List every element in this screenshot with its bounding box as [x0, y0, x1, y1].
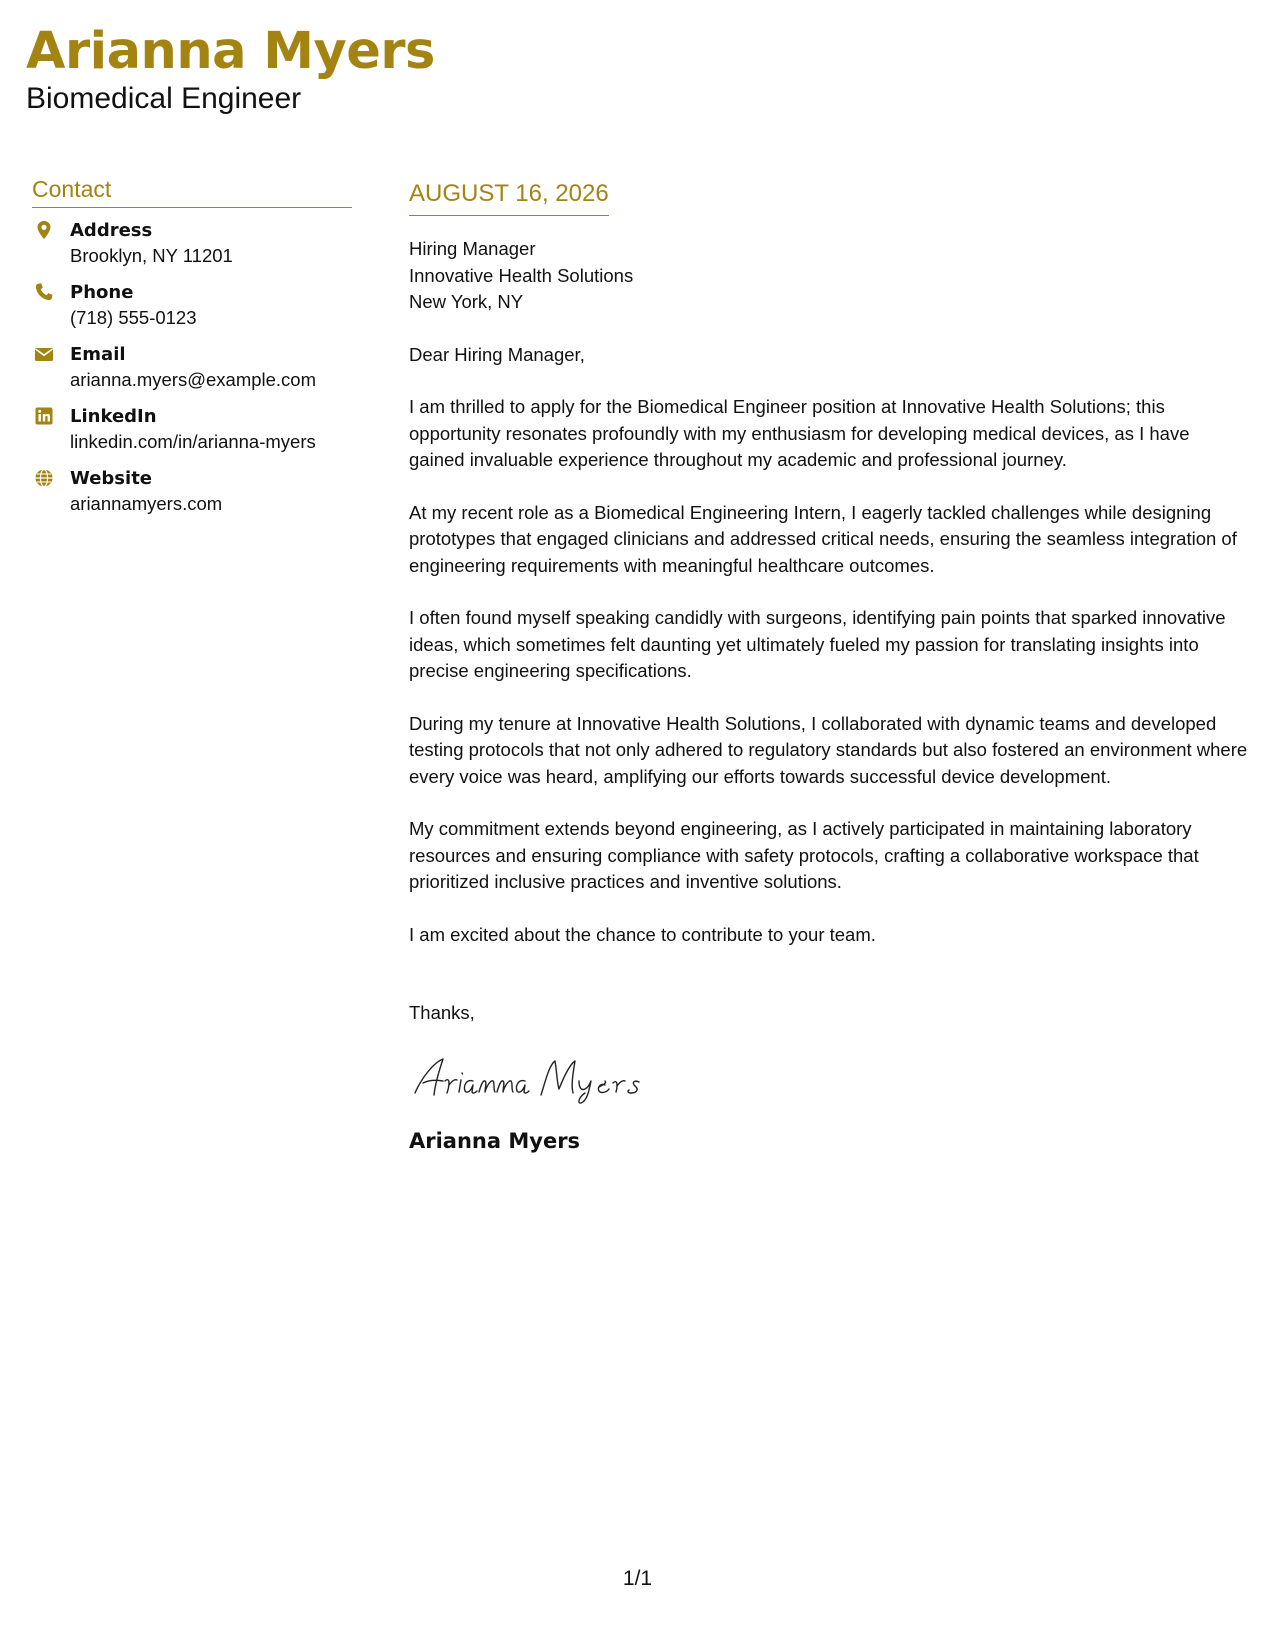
map-pin-icon	[34, 220, 54, 240]
contact-value-phone: (718) 555-0123	[70, 307, 197, 328]
contact-value-linkedin: linkedin.com/in/arianna-myers	[70, 431, 316, 452]
letter-header	[26, 22, 435, 116]
applicant-name: Arianna Myers	[26, 22, 435, 81]
recipient-line: New York, NY	[409, 291, 524, 312]
contact-item-website	[32, 466, 352, 516]
letter-date: AUGUST 16, 2026	[409, 180, 609, 207]
letter-paragraph: I often found myself speaking candidly with surgeons, identifying pain points that sparked innovative ideas, which sometimes felt daunting yet ultimately fueled my passion for translating insights into precise engineering specifications.	[409, 607, 1226, 681]
contact-label-address: Address	[70, 220, 153, 241]
recipient-block	[409, 236, 1249, 316]
letter-body	[409, 178, 1249, 1155]
contact-sidebar	[32, 174, 352, 528]
contact-label-website: Website	[70, 468, 153, 489]
recipient-line: Innovative Health Solutions	[409, 264, 634, 286]
contact-value-address: Brooklyn, NY 11201	[70, 245, 233, 266]
contact-value-email: arianna.myers@example.com	[70, 369, 317, 390]
handwritten-signature	[409, 1049, 669, 1109]
applicant-role: Biomedical Engineer	[26, 82, 302, 115]
envelope-icon	[34, 344, 54, 364]
contact-heading: Contact	[32, 174, 352, 208]
salutation: Dear Hiring Manager,	[409, 343, 585, 365]
letter-paragraph: At my recent role as a Biomedical Engineering Intern, I eagerly tackled challenges while designing prototypes that engaged clinicians and addressed critical needs, ensuring the seamless integration of engineering requirements with meaningful healthcare outcomes.	[409, 501, 1237, 576]
closing: Thanks,	[409, 1002, 475, 1023]
date-block	[409, 178, 609, 216]
contact-label-email: Email	[70, 344, 126, 365]
contact-label-linkedin: LinkedIn	[70, 406, 157, 427]
contact-item-email	[32, 342, 352, 392]
contact-item-phone	[32, 280, 352, 330]
letter-paragraph: I am excited about the chance to contribute to your team.	[409, 923, 876, 945]
contact-value-website: ariannamyers.com	[70, 493, 223, 514]
contact-item-linkedin	[32, 404, 352, 454]
contact-label-phone: Phone	[70, 282, 134, 303]
phone-icon	[34, 282, 54, 302]
letter-paragraph: During my tenure at Innovative Health Solutions, I collaborated with dynamic teams and developed testing protocols that not only adhered to regulatory standards but also fostered an environment where every voice was heard, amplifying our efforts towards successful device development.	[409, 712, 1248, 787]
recipient-line: Hiring Manager	[409, 238, 536, 259]
letter-paragraph: My commitment extends beyond engineering, as I actively participated in maintaining laboratory resources and ensuring compliance with safety protocols, crafting a collaborative workspace that prioritized inclusive practices and inventive solutions.	[409, 818, 1199, 892]
linkedin-icon	[34, 406, 54, 426]
contact-item-address	[32, 218, 352, 268]
letter-content	[409, 342, 1249, 949]
signed-name: Arianna Myers	[409, 1128, 581, 1153]
letter-paragraph: I am thrilled to apply for the Biomedical Engineer position at Innovative Health Solutions; this opportunity resonates profoundly with my enthusiasm for developing medical devices, as I have gained invaluable experience throughout my academic and professional journey.	[409, 396, 1190, 470]
globe-icon	[34, 468, 54, 488]
page-number: 1/1	[622, 1567, 653, 1590]
